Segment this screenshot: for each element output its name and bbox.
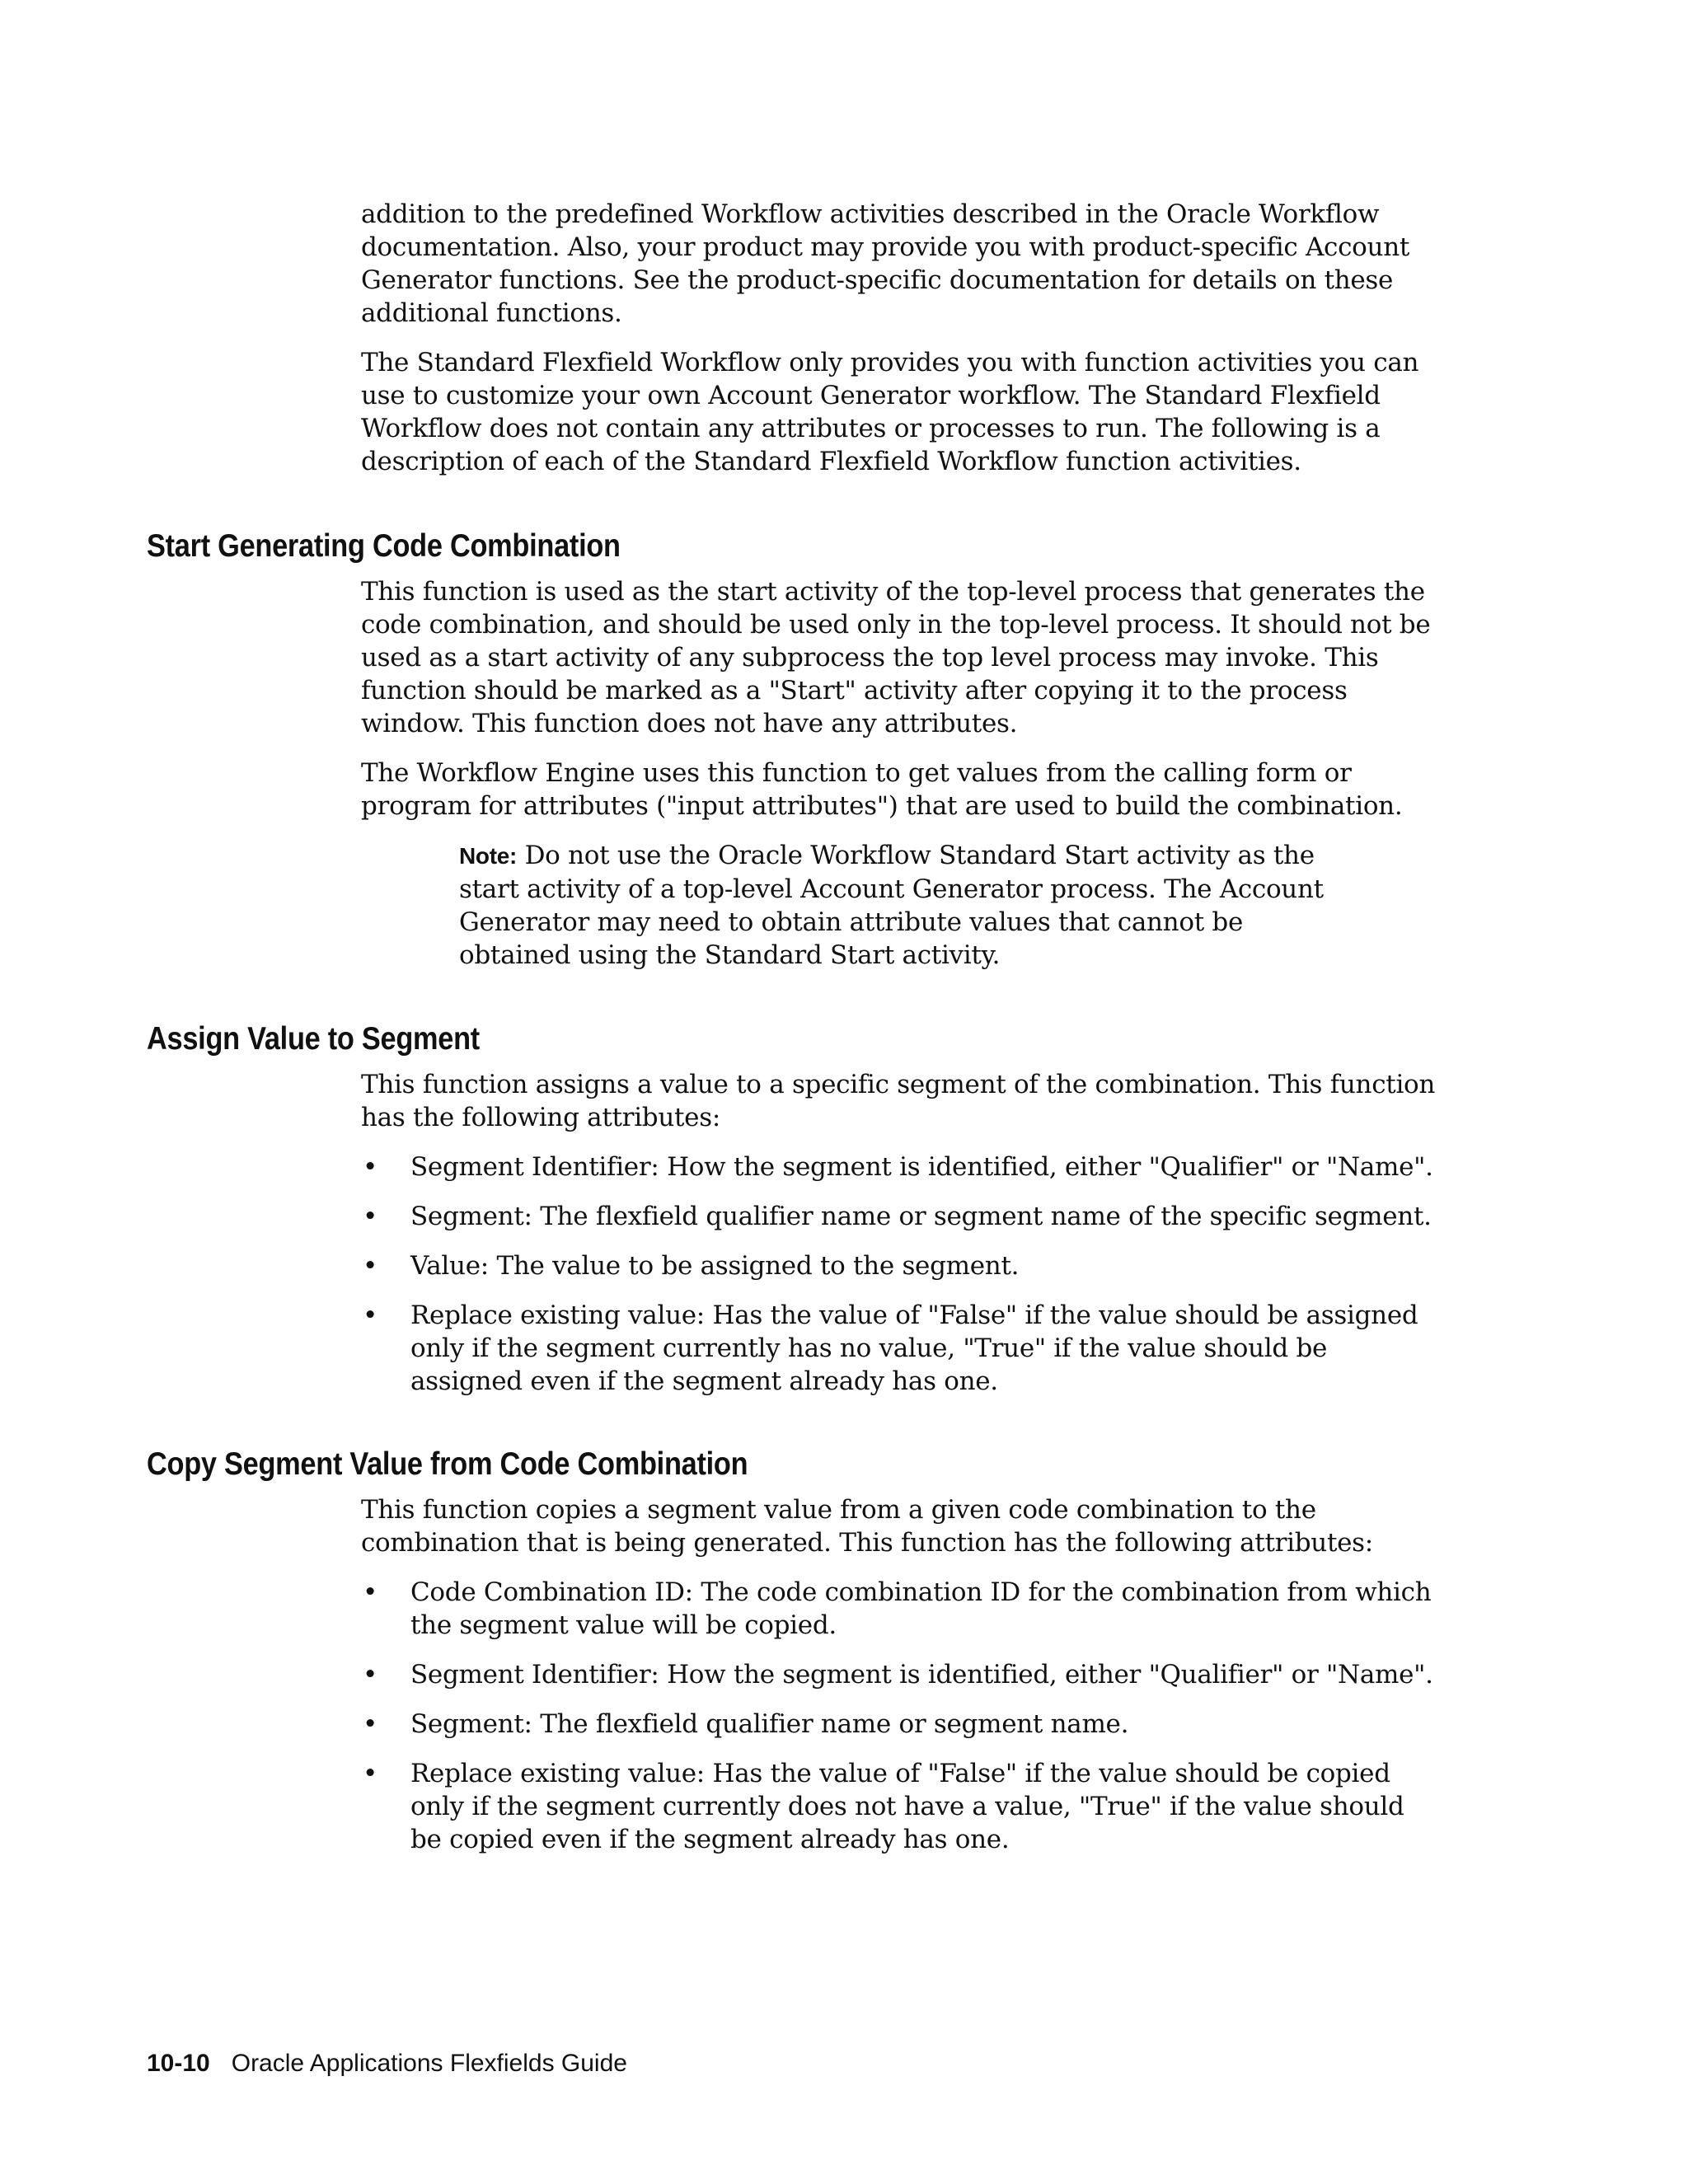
section-heading-start-generating: Start Generating Code Combination xyxy=(147,528,621,564)
intro-text-2: The Standard Flexfield Workflow only provides you with function activities you can use to customize your own Account Generator workflow. The Standard Flexfield Workflow does not contain any attributes or processes to run. The following is a description of each of the Standard Flexfield Workflow function activities. xyxy=(361,348,1419,476)
note-paragraph xyxy=(459,839,1349,972)
list-item: • Code Combination ID: The code combination ID for the combination from which the segment value will be copied. xyxy=(363,1577,1432,1640)
bullet-icon: • xyxy=(363,1759,378,1788)
bullet-icon: • xyxy=(363,1709,378,1739)
page-footer xyxy=(147,2049,627,2079)
book-title: Oracle Applications Flexfields Guide xyxy=(231,2050,627,2077)
section-3-paragraph-1 xyxy=(361,1493,1441,1559)
section-2-paragraph-1 xyxy=(361,1068,1441,1134)
section-heading-assign-value: Assign Value to Segment xyxy=(147,1021,480,1057)
list-item: • Replace existing value: Has the value of "False" if the value should be assigned only if the segment currently has no value, "True" if the value should be assigned even if the segment already has one. xyxy=(363,1301,1418,1396)
note-block xyxy=(459,839,1349,972)
intro-paragraph-2 xyxy=(361,346,1441,478)
section-3-text-1: This function copies a segment value from a given code combination to the combination that is being generated. This function has the following attributes: xyxy=(361,1495,1373,1558)
bullet-icon: • xyxy=(363,1660,378,1690)
bullet-icon: • xyxy=(363,1577,378,1607)
list-item: • Segment Identifier: How the segment is identified, either "Qualifier" or "Name". xyxy=(363,1152,1433,1182)
section-1-paragraph-1 xyxy=(361,575,1441,740)
bullet-icon: • xyxy=(363,1152,378,1182)
list-item: • Replace existing value: Has the value of "False" if the value should be copied only if the segment currently does not have a value, "True" if the value should be copied even if the segment already has one. xyxy=(363,1759,1404,1854)
section-1-paragraph-2 xyxy=(361,757,1441,823)
section-2-bullet-list xyxy=(361,1151,1441,1414)
list-item: • Segment: The flexfield qualifier name or segment name. xyxy=(363,1709,1129,1739)
bullet-icon: • xyxy=(363,1251,378,1281)
page-number: 10-10 xyxy=(147,2050,210,2077)
bullet-icon: • xyxy=(363,1202,378,1231)
note-label: Note: xyxy=(459,843,518,869)
list-item: • Value: The value to be assigned to the segment. xyxy=(363,1251,1020,1281)
section-1-text-2: The Workflow Engine uses this function to get values from the calling form or program for attributes ("input attributes") that are used to build the combination. xyxy=(361,758,1403,821)
list-item: • Segment Identifier: How the segment is identified, either "Qualifier" or "Name". xyxy=(363,1660,1433,1690)
section-heading-copy-segment-value: Copy Segment Value from Code Combination xyxy=(147,1446,748,1482)
section-2-text-1: This function assigns a value to a specific segment of the combination. This function has the following attributes: xyxy=(361,1070,1436,1132)
bullet-icon: • xyxy=(363,1301,378,1330)
section-3-bullet-list xyxy=(361,1576,1441,1872)
note-text: Do not use the Oracle Workflow Standard Start activity as the start activity of a top-level Account Generator process. The Account Generator may need to obtain attribute values that cannot be obtained using the Standard Start activity. xyxy=(459,841,1324,970)
intro-paragraph-1 xyxy=(361,198,1441,330)
intro-text-1: addition to the predefined Workflow activities described in the Oracle Workflow documentation. Also, your product may provide you with product-specific Account Generator functions. See the product-specific documentation for details on these additional functions. xyxy=(361,199,1410,328)
section-1-text-1: This function is used as the start activity of the top-level process that generates the code combination, and should be used only in the top-level process. It should not be used as a start activity of any subprocess the top level process may invoke. This function should be marked as a "Start" activity after copying it to the process window. This function does not have any attributes. xyxy=(361,577,1431,738)
list-item: • Segment: The flexfield qualifier name or segment name of the specific segment. xyxy=(363,1202,1432,1231)
